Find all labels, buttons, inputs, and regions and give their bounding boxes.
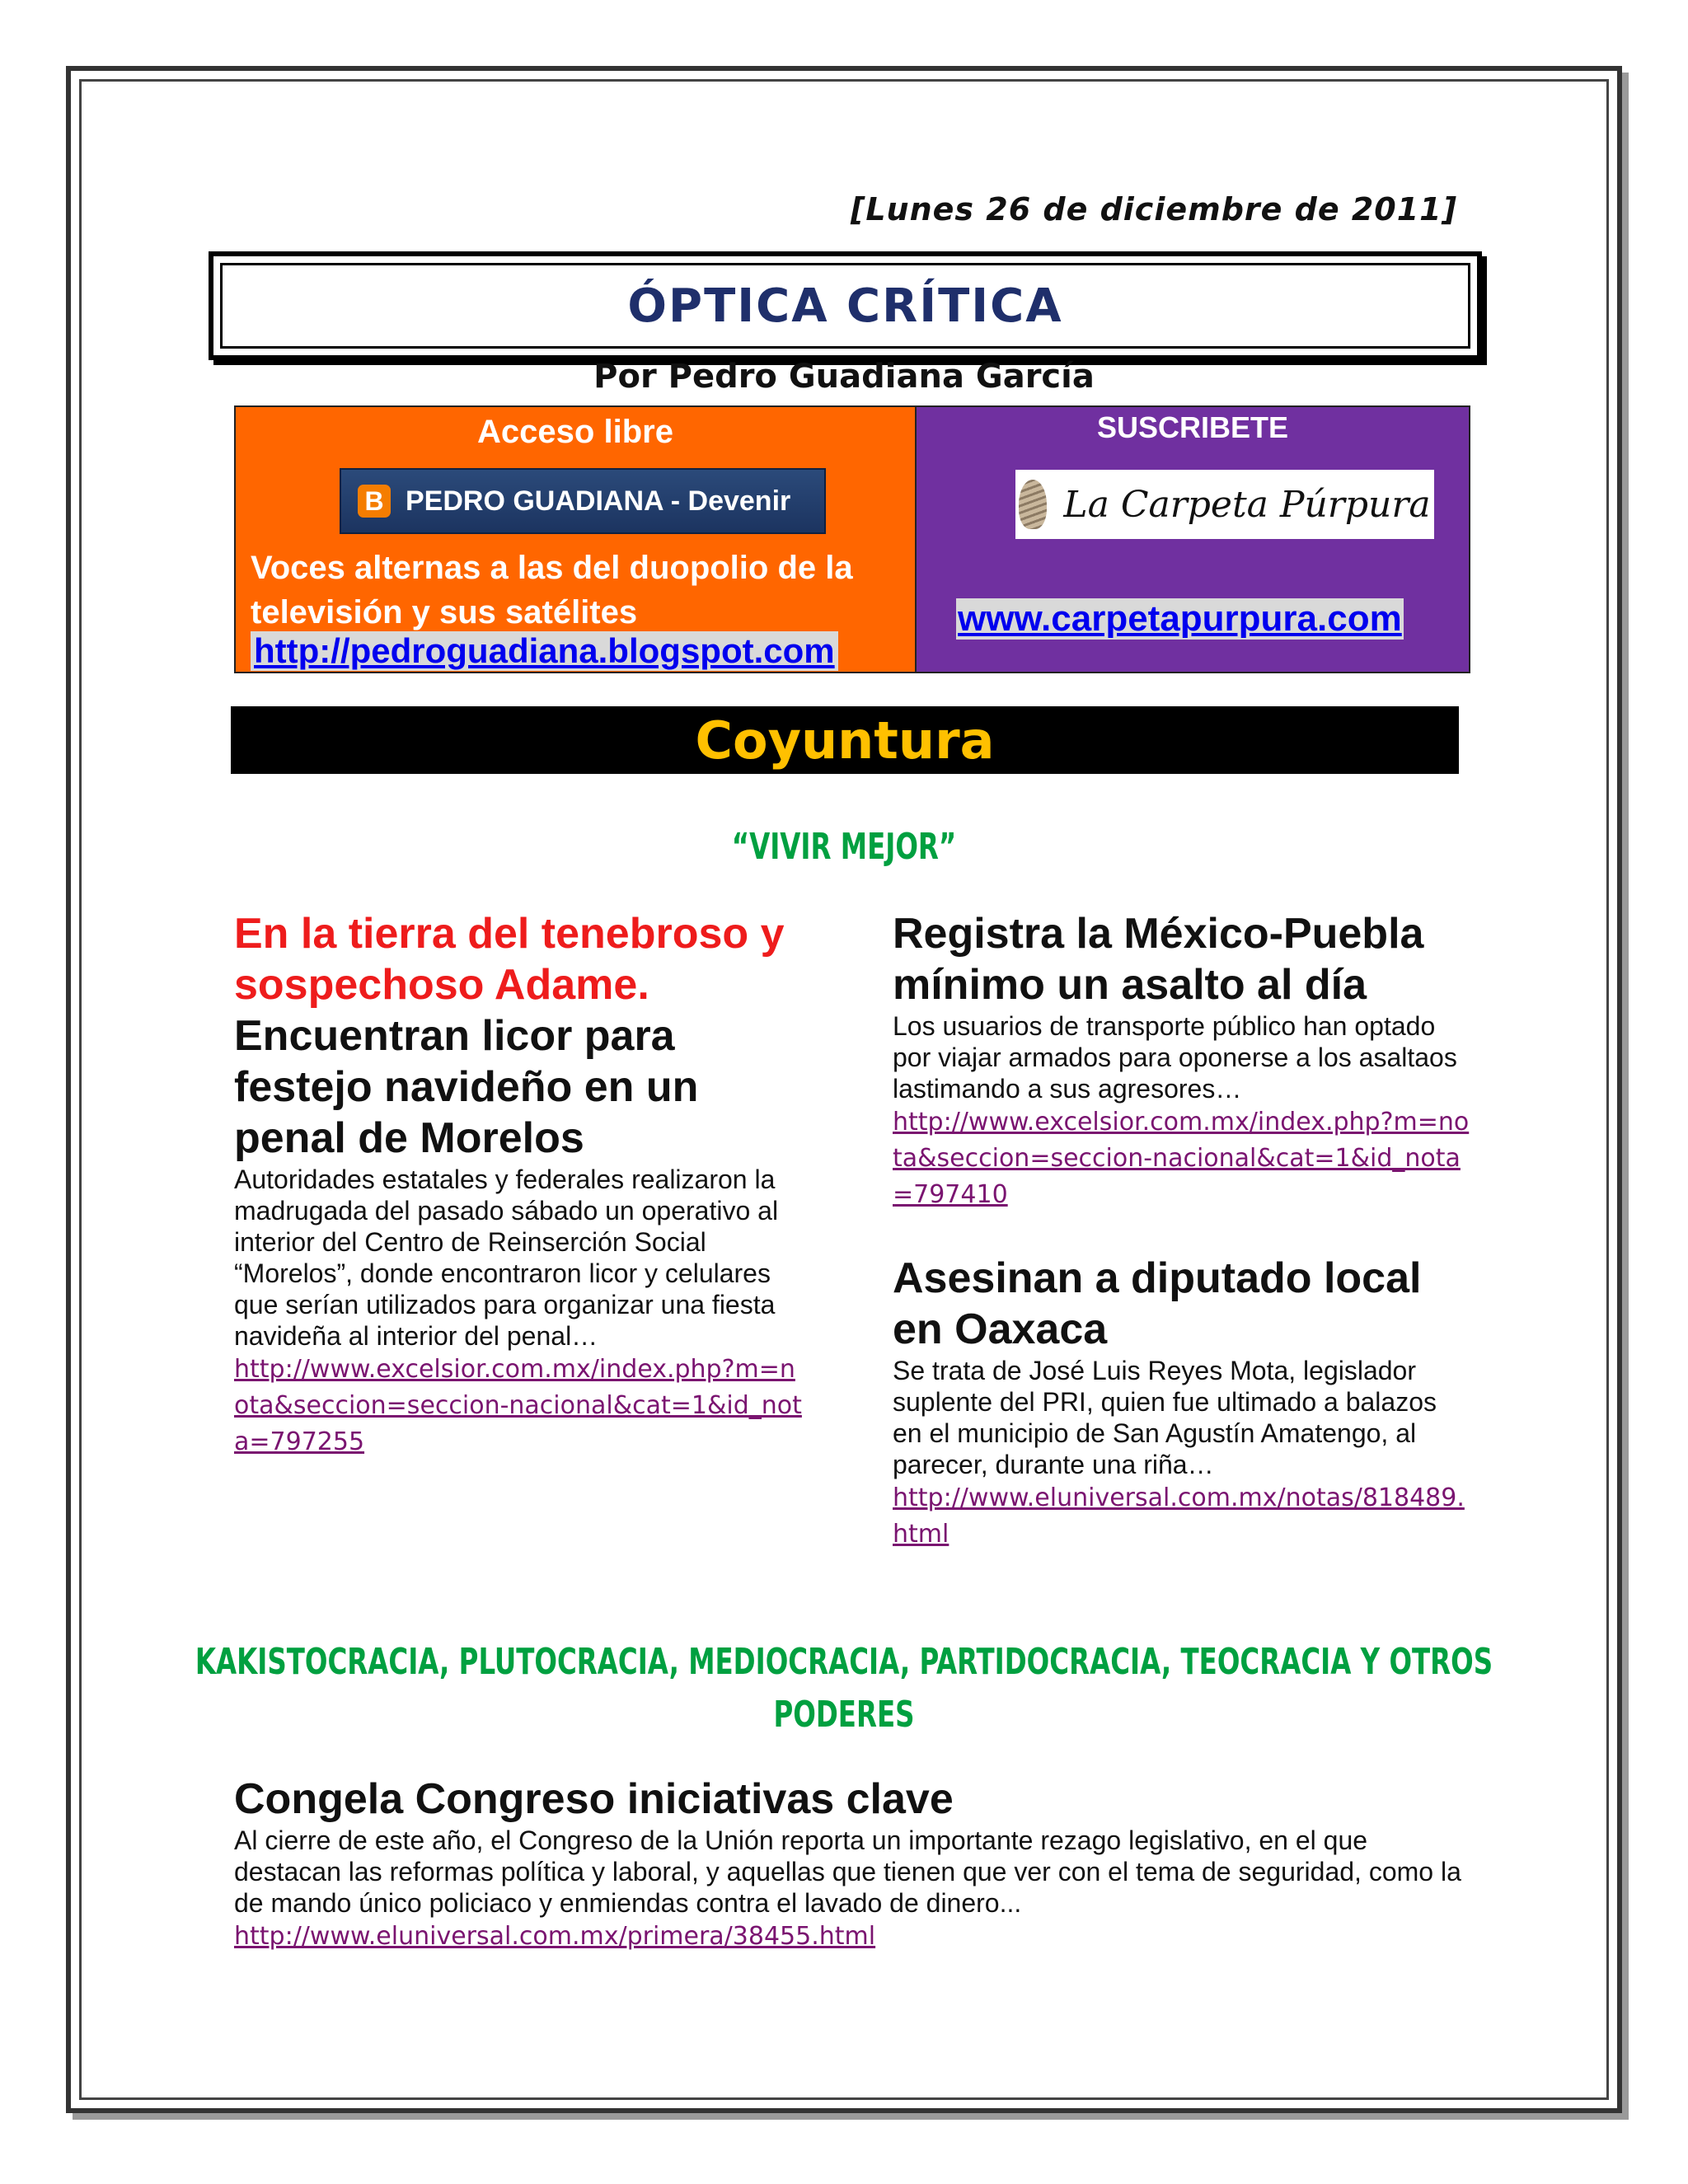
column-right: [893, 908, 1470, 1592]
masthead-box: [209, 251, 1482, 360]
column-full: [234, 1774, 1470, 1994]
masthead-inner: [220, 263, 1470, 349]
carpeta-logo-text: La Carpeta Púrpura: [1063, 483, 1431, 526]
section-bar: [231, 706, 1459, 774]
story-oaxaca: [893, 1253, 1470, 1553]
column-left: [234, 908, 803, 1500]
masthead-title: ÓPTICA CRÍTICA: [627, 279, 1063, 333]
blogger-badge[interactable]: [340, 468, 826, 534]
story-link[interactable]: http://www.excelsior.com.mx/index.php?m=nota&seccion=seccion-nacional&cat=1&id_nota=797410: [893, 1108, 1470, 1209]
blogger-icon: B: [358, 485, 391, 518]
promo-tagline: Voces alternas a las del duopolio de la televisión y sus satélites: [251, 550, 853, 630]
blogger-badge-label: PEDRO GUADIANA - Devenir: [406, 485, 791, 517]
promo-banner: [234, 405, 1470, 673]
story-headline: Asesinan a diputado local en Oaxaca: [893, 1254, 1422, 1353]
story-headline: Congela Congreso iniciativas clave: [234, 1775, 954, 1823]
story-link[interactable]: http://www.eluniversal.com.mx/notas/818489.html: [893, 1483, 1465, 1549]
issue-date: [Lunes 26 de diciembre de 2011]: [850, 191, 1457, 227]
subscribe-heading: SUSCRIBETE: [1096, 410, 1289, 444]
story-body: Autoridades estatales y federales realizaron la madrugada del pasado sábado un operativo al interior del Centro de Reinserción Social “Morelos”, donde encontraron licor y celulares que serían utilizados para organizar una fiesta navideña al interior del penal…: [234, 1165, 779, 1351]
story-body: Los usuarios de transporte público han optado por viajar armados para oponerse a los asaltaos lastimando a sus agresores…: [893, 1011, 1457, 1104]
carpeta-link[interactable]: www.carpetapurpura.com: [958, 598, 1402, 639]
story-headline: Registra la México-Puebla mínimo un asalto al día: [893, 910, 1424, 1009]
story-congreso: [234, 1774, 1470, 1955]
story-link[interactable]: http://www.eluniversal.com.mx/primera/38455.html: [234, 1922, 876, 1951]
section-title: Coyuntura: [695, 710, 995, 771]
story-kicker: En la tierra del tenebroso y sospechoso Adame.: [234, 910, 785, 1009]
rubric-vivir-mejor: “VIVIR MEJOR”: [731, 826, 957, 868]
promo-subscribe: [917, 407, 1469, 672]
story-link[interactable]: http://www.excelsior.com.mx/index.php?m=nota&seccion=seccion-nacional&cat=1&id_nota=797255: [234, 1355, 802, 1456]
story-body: Al cierre de este año, el Congreso de la Unión reporta un importante rezago legislativo, en el que destacan las reformas política y laboral, y aquellas que tienen que ver con el tema de seguridad, como la de mando único policiaco y enmiendas contra el lavado de dinero...: [234, 1825, 1461, 1918]
promo-free-access: [236, 407, 917, 672]
rubric-kakistocracia: KAKISTOCRACIA, PLUTOCRACIA, MEDIOCRACIA, PARTIDOCRACIA, TEOCRACIA Y OTROS PODERES: [195, 1641, 1493, 1736]
free-access-heading: Acceso libre: [477, 414, 673, 450]
story-headline: Encuentran licor para festejo navideño en un penal de Morelos: [234, 1012, 699, 1162]
carpeta-purpura-logo[interactable]: [1015, 470, 1434, 539]
story-morelos: [234, 908, 803, 1460]
story-puebla: [893, 908, 1470, 1213]
shell-icon: [1019, 480, 1047, 529]
blog-link[interactable]: http://pedroguadiana.blogspot.com: [251, 631, 838, 671]
byline: Por Pedro Guadiana García: [593, 358, 1095, 396]
story-body: Se trata de José Luis Reyes Mota, legislador suplente del PRI, quien fue ultimado a balazos en el municipio de San Agustín Amatengo, al parecer, durante una riña…: [893, 1356, 1437, 1479]
